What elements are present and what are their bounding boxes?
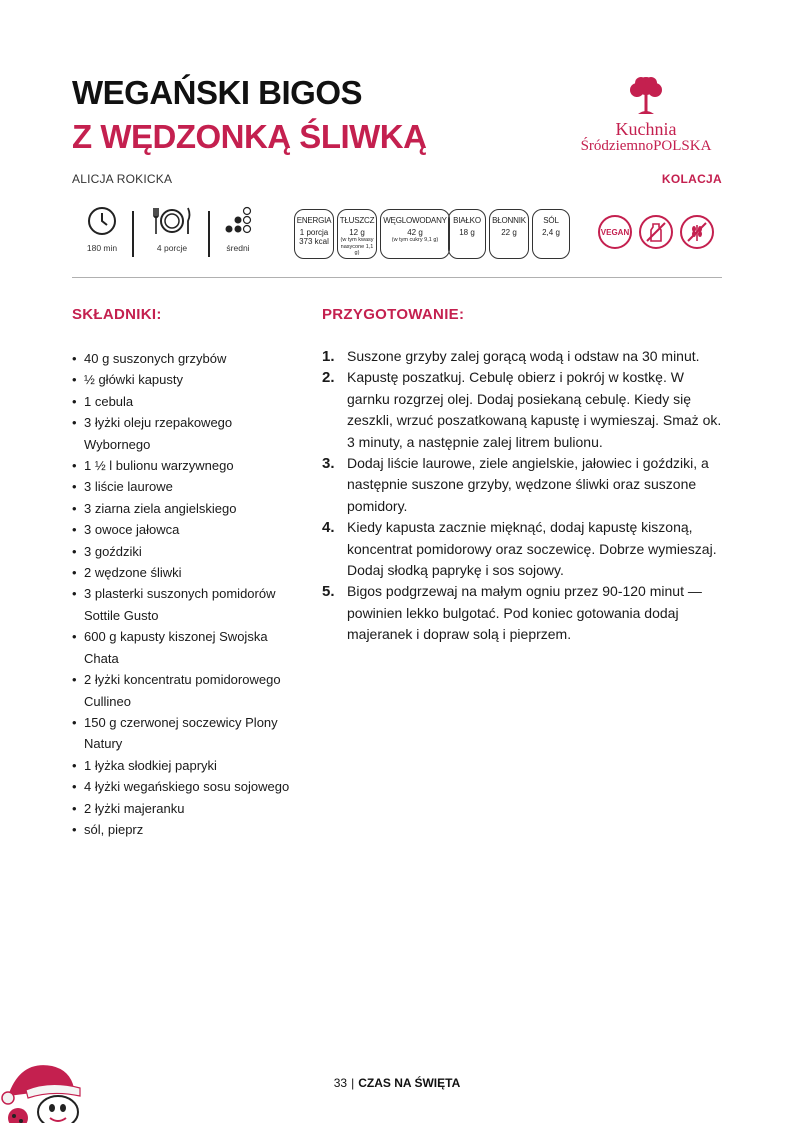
step-item: 4. Kiedy kapusta zacznie mięknąć, dodaj kapustę kiszoną, koncentrat pomidorowy oraz soczewicę. Dobrze wymieszaj. Dodaj słodką paprykę i sos sojowy. [322, 519, 717, 579]
ingredient-item: • 3 ziarna ziela angielskiego [72, 500, 237, 516]
plate-cutlery-icon [151, 205, 193, 237]
meal-category: KOLACJA [661, 172, 722, 186]
nutrition-carbs [380, 209, 450, 259]
ingredient-item: • 3 owoce jałowca [72, 522, 180, 538]
difficulty-info [218, 205, 258, 253]
ingredient-item: • sól, pieprz [72, 821, 144, 837]
nutrition-head: WĘGLOWODANY [383, 216, 447, 225]
step-item: 5. Bigos podgrzewaj na małym ogniu przez 90-120 minut — powinien lekko bulgotać. Pod koniec gotowania dodaj majeranek i dopraw solą i pieprzem. [322, 583, 702, 643]
section-divider [72, 277, 722, 278]
gluten-free-icon [680, 215, 714, 249]
ingredient-item: • 4 łyżki wegańskiego sosu sojowego [72, 779, 290, 795]
nutrition-fiber [489, 209, 529, 259]
nutrition-salt [532, 209, 570, 259]
nutrition-value: 42 g [407, 227, 423, 237]
logo-text-line1: Kuchnia [615, 119, 677, 139]
ingredient-item: • 2 łyżki koncentratu pomidorowego Cullineo [72, 672, 281, 709]
vegan-badge [598, 215, 632, 249]
nutrition-head: BŁONNIK [492, 216, 526, 225]
ingredient-item: • 150 g czerwonej soczewicy Plony Natury [72, 714, 278, 752]
nutrition-energy [294, 209, 334, 259]
ingredient-item: • 3 goździki [72, 543, 142, 559]
nutrition-head: TŁUSZCZ [339, 216, 375, 225]
nutrition-value: 22 g [501, 227, 517, 237]
servings-info [142, 205, 202, 253]
ingredients-heading: SKŁADNIKI: [72, 306, 162, 323]
ingredient-item: • 40 g suszonych grzybów [72, 351, 227, 366]
step-item: 2. Kapustę poszatkuj. Cebulę obierz i pokrój w kostkę. W garnku rozgrzej olej. Dodaj posiekaną cebulę. Kiedy się zeszkli, wrzuć poszatkowaną kapustę i wymieszaj. Smaż ok. 3 minuty, a następnie zalej litrem bulionu. [322, 369, 722, 450]
ingredient-item: • 2 wędzone śliwki [72, 565, 182, 581]
milk-bottle-crossed-icon [644, 220, 668, 244]
recipe-info-row [72, 205, 722, 271]
clock-icon [86, 205, 118, 237]
ingredient-item: • 3 liście laurowe [72, 479, 173, 495]
nutrition-fat [337, 209, 377, 259]
nutrition-value: 2,4 g [542, 227, 560, 237]
page-footer [0, 1076, 794, 1090]
nutrition-subnote: (w tym cukry 9,1 g) [391, 237, 439, 244]
section-name: CZAS NA ŚWIĘTA [358, 1076, 461, 1090]
nutrition-head: ENERGIA [296, 216, 332, 225]
ingredient-item: • 1 łyżka słodkiej papryki [72, 757, 217, 773]
difficulty-dots-icon [223, 205, 253, 237]
tree-icon [624, 74, 668, 118]
nutrition-subnote: (w tym kwasy nasycone 1,1 g) [340, 237, 374, 257]
wheat-crossed-icon [685, 220, 709, 244]
page-number: 33 [333, 1076, 348, 1090]
logo-text-line2: ŚródziemnoPOLSKA [580, 138, 712, 154]
divider [208, 211, 210, 257]
preparation-steps [322, 346, 724, 646]
nutrition-head: BIAŁKO [453, 216, 481, 225]
step-item: 1. Suszone grzyby zalej gorącą wodą i odstaw na 30 minut. [322, 348, 700, 365]
ingredient-item: • 3 plasterki suszonych pomidorów Sottile Gusto [72, 586, 276, 623]
preparation-heading: PRZYGOTOWANIE: [322, 306, 465, 323]
recipe-title-line1: WEGAŃSKI BIGOS [72, 74, 363, 111]
nutrition-value: 12 g [349, 227, 365, 237]
time-label: 180 min [86, 243, 118, 253]
nutrition-protein [448, 209, 486, 259]
ingredient-item: • ½ główki kapusty [72, 372, 183, 388]
brand-logo [566, 74, 726, 158]
ingredient-item: • 1 ½ l bulionu warzywnego [72, 458, 234, 474]
step-item: 3. Dodaj liście laurowe, ziele angielskie, jałowiec i goździki, a następnie suszone grzyby, wędzone śliwki oraz suszone pomidory. [322, 455, 709, 514]
difficulty-label: średni [226, 243, 250, 253]
ingredient-item: • 600 g kapusty kiszonej Swojska Chata [72, 629, 268, 666]
nutrition-head: SÓL [543, 216, 559, 225]
nutrition-value: 373 kcal [299, 237, 329, 247]
recipe-title-line2: Z WĘDZONKĄ ŚLIWKĄ [72, 118, 427, 155]
author-name: ALICJA ROKICKA [72, 172, 173, 186]
ingredient-item: • 3 łyżki oleju rzepakowego Wybornego [72, 415, 233, 452]
ingredient-item: • 1 cebula [72, 393, 134, 409]
nutrition-value: 18 g [459, 227, 475, 237]
time-info [78, 205, 126, 253]
vegan-badge-label: VEGAN [600, 227, 630, 237]
ingredient-item: • 2 łyżki majeranku [72, 800, 185, 816]
footer-separator: | [351, 1076, 355, 1090]
ingredients-list [72, 348, 300, 840]
lactose-free-icon [639, 215, 673, 249]
divider [132, 211, 134, 257]
nutrition-value: 1 porcja [299, 227, 329, 237]
servings-label: 4 porcje [156, 243, 188, 253]
